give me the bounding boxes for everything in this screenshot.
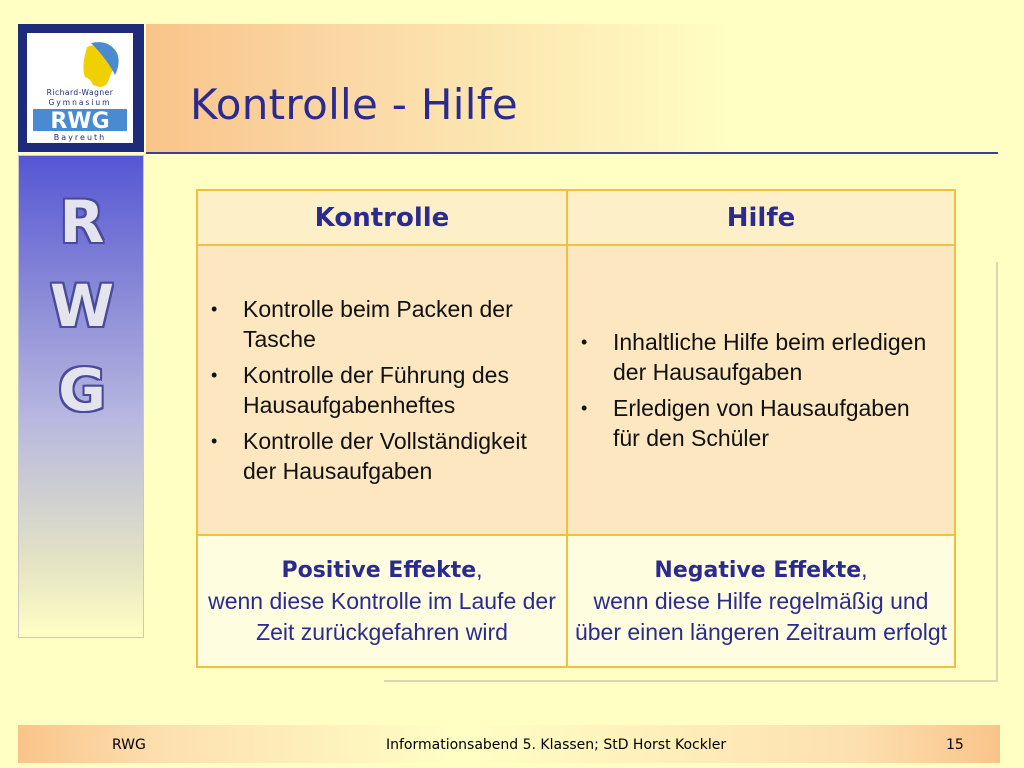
negative-effects-heading: Negative Effekte bbox=[654, 558, 862, 583]
header-hilfe: Hilfe bbox=[567, 190, 955, 245]
logo-emblem bbox=[27, 33, 133, 143]
logo-line1: Richard-Wagner bbox=[46, 88, 114, 97]
side-letter-r: R bbox=[59, 188, 105, 256]
header-divider bbox=[146, 152, 998, 154]
hilfe-cell bbox=[567, 245, 955, 535]
header-kontrolle: Kontrolle bbox=[197, 190, 567, 245]
table-body-row bbox=[197, 245, 955, 535]
comma: , bbox=[861, 556, 868, 582]
kontrolle-list bbox=[199, 294, 565, 486]
frame-line-vertical bbox=[996, 262, 998, 682]
comparison-table bbox=[196, 189, 956, 668]
logo-abbr: RWG bbox=[50, 109, 110, 134]
list-item: • Erledigen von Hausaufgaben für den Schüler bbox=[581, 393, 935, 453]
positive-effects-heading: Positive Effekte bbox=[281, 558, 477, 583]
positive-effects-text: wenn diese Kontrolle im Laufe der Zeit zurückgefahren wird bbox=[208, 588, 556, 645]
list-item: • Kontrolle der Führung des Hausaufgabenheftes bbox=[211, 360, 547, 420]
logo-panel bbox=[26, 32, 134, 144]
kontrolle-cell bbox=[197, 245, 567, 535]
list-item: • Inhaltliche Hilfe beim erledigen der Hausaufgaben bbox=[581, 327, 935, 387]
positive-effects-cell bbox=[197, 535, 567, 667]
table-header-row bbox=[197, 190, 955, 245]
school-logo bbox=[18, 24, 144, 152]
footer-center-label: Informationsabend 5. Klassen; StD Horst Kockler bbox=[386, 737, 727, 753]
comma: , bbox=[476, 556, 483, 582]
list-item: • Kontrolle der Vollständigkeit der Hausaufgaben bbox=[211, 426, 547, 486]
negative-effects-cell bbox=[567, 535, 955, 667]
side-letter-g: G bbox=[58, 356, 106, 424]
list-item: • Kontrolle beim Packen der Tasche bbox=[211, 294, 547, 354]
side-banner bbox=[18, 155, 144, 638]
negative-effects-text: wenn diese Hilfe regelmäßig und über einen längeren Zeitraum erfolgt bbox=[574, 588, 948, 645]
footer-left-label: RWG bbox=[112, 737, 146, 753]
slide-title: Kontrolle - Hilfe bbox=[190, 80, 518, 129]
logo-city: Bayreuth bbox=[53, 133, 107, 142]
side-letter-w: W bbox=[50, 272, 114, 340]
page-number: 15 bbox=[946, 737, 964, 753]
table-footer-row bbox=[197, 535, 955, 667]
frame-line-horizontal bbox=[384, 680, 998, 682]
logo-line2: Gymnasium bbox=[48, 98, 112, 107]
hilfe-list bbox=[569, 327, 953, 453]
